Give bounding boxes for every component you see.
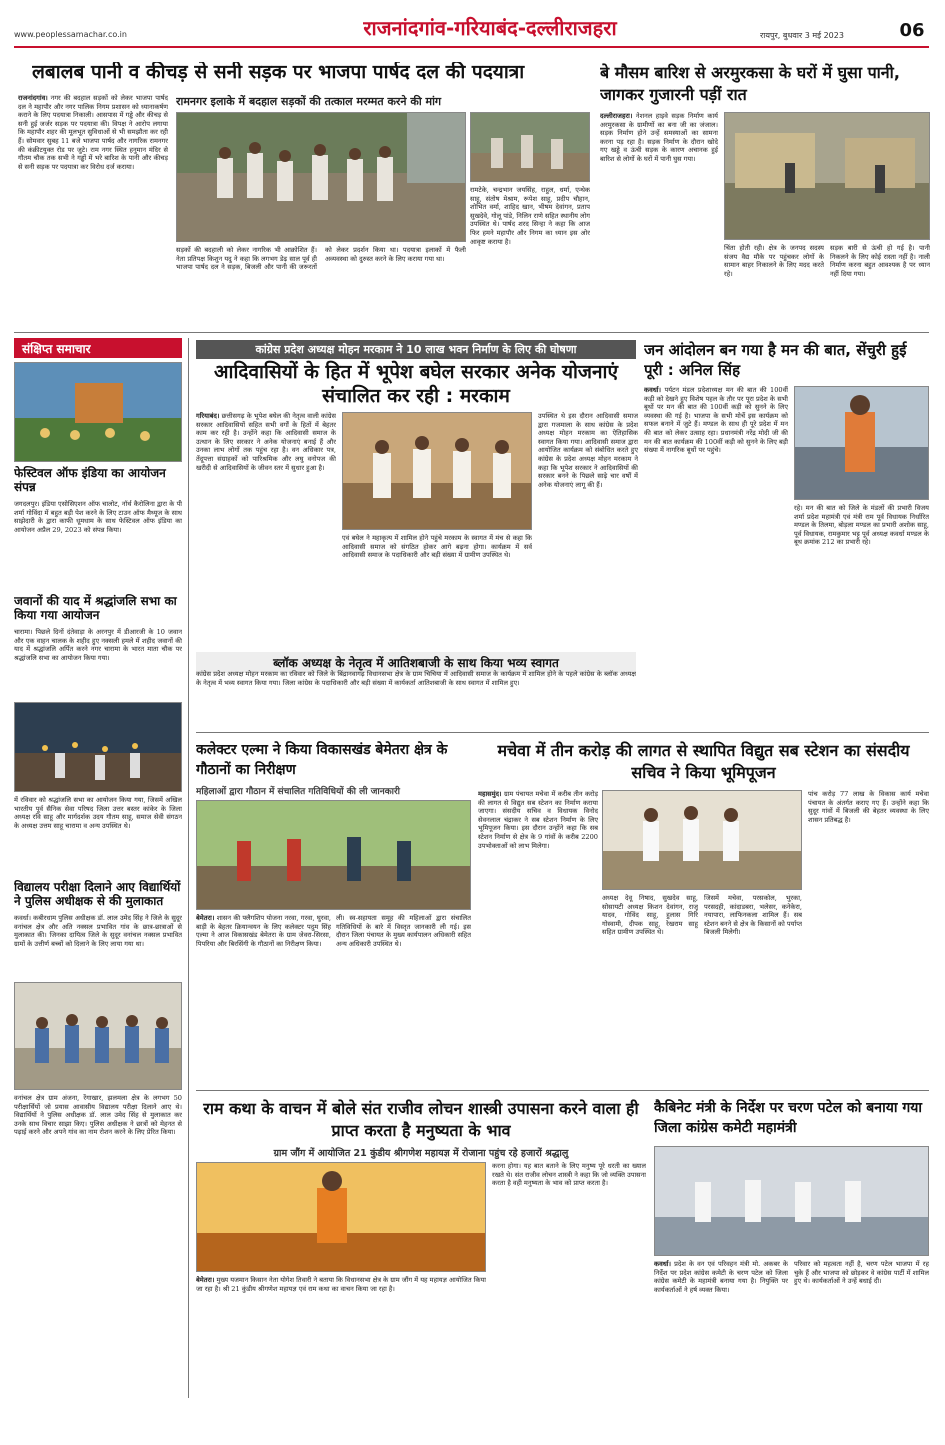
page-number: 06 [899,20,925,41]
story7-headline: राम कथा के वाचन में बोले संत राजीव लोचन शास्त्री उपासना करने वाला ही प्राप्त करता है मनुष्यता के भाव [203,1099,639,1140]
story1-image-2 [471,113,590,182]
story6-body-2: अध्यक्ष देवू निषाद, सुखदेव साहू, सोसायटी अध्यक्ष किशन देवांगन, राजू यादव, गोविंद साहू, हुलास गिरि गोस्वामी, दीपक साहू, रेखराम साहू सहित ग्रामीण उपस्थित थे। [602,894,698,937]
story3-image [343,413,532,530]
story1-body [18,94,168,274]
story6-body [478,790,598,1026]
story6-body-3: जिसमें मचेवा, परसकोल, भुरका, परसदही, कांदाडबरा, भलेसर, कनेकेरा, नयापारा, लाफिनकला शामिल हैं। सब स्टेशन बनने से क्षेत्र के किसानों को पर्याप्त बिजली मिलेगी। [704,894,802,937]
story6-photo [602,790,802,890]
story4-body [644,386,788,726]
story8-image [655,1147,929,1256]
story4-photo [794,386,929,500]
story8-body-2: परिवार को महत्वता नहीं है, चरण पटेल भाजपा में रह चुके हैं और भाजपा को छोड़कर वे कांग्रेस पार्टी में शामिल हुए थे। कार्यकर्ताओं ने उन्हें बधाई दी। [794,1260,929,1286]
story2-headline: बे मौसम बारिश से अरमुरकसा के घरों में घुसा पानी, जागकर गुजारनी पड़ीं रात [600,63,900,104]
story1-photo-2 [470,112,590,182]
story5-text: शासन की फ्लैगशिप योजना नरवा, गरवा, घुरवा, बाड़ी के बेहतर क्रियान्वयन के लिए कलेक्टर पदुम सिंह एल्मा ने आज विकासखंड बेमेतरा के ग्राम जेवरा-सिरसा, पिपरिया और बिरसिंगी के गौठानों का निरीक्षण किया। [196,914,331,948]
story8-text: प्रदेश के वन एवं परिवहन मंत्री मो. अकबर के निर्देश पर प्रदेश कांग्रेस कमेटी के चरण पटेल को जिला कांग्रेस कमेटी के महामंत्री बनाया गया है। नियुक्ति पर कार्यकर्ताओं ने हर्ष व्यक्त किया। [654,1260,788,1294]
story8-photo [654,1146,929,1256]
sidebar-item-2-body-2: में रविवार को श्रद्धांजलि सभा का आयोजन किया गया, जिसमें अखिल भारतीय पूर्व सैनिक सेवा परिषद जिला उत्तर बस्तर कांकेर के जिला अध्यक्ष रवि साहू और मार्गदर्शक उदय गौतम साहू, समाज सेवी संगठन के अध्यक्ष उत्तम साहू चारामा व अन्य उपस्थित थे। [14,796,182,830]
story7-body [196,1276,486,1396]
story1-headline: लबालब पानी व कीचड़ से सनी सड़क पर भाजपा पार्षद दल की पदयात्रा [32,62,525,83]
masthead-divider [14,46,929,48]
section-divider-top [14,332,929,333]
story3-body [196,412,336,648]
story5-dateline: बेमेतरा। [196,914,215,922]
story7-dateline: बेमेतरा। [196,1276,215,1284]
students-image [15,983,182,1090]
story1-photo [176,112,466,242]
festival-image [15,363,182,462]
story5-headline: कलेक्टर एल्मा ने किया विकासखंड बेमेतरा क्षेत्र के गौठानों का निरीक्षण [196,742,448,778]
story8-dateline: कवर्धा। [654,1260,671,1268]
masthead [0,0,945,48]
story7-image [197,1163,486,1272]
story5-body-2: ली। स्व-सहायता समूह की महिलाओं द्वारा संचालित गतिविधियों के बारे में विस्तृत जानकारी ली गई। इस दौरान जिला पंचायत के मुख्य कार्यपालन अधिकारी सहित अन्य अधिकारी उपस्थित थे। [336,914,471,948]
sidebar-item-1-body: जगदलपुर। इंडिया एसोसिएशन ऑफ चालोट, नॉर्थ कैरोलिना द्वारा के पी शर्मा गोविंदा में बहुत बड़ी पेश करने के लिए टाउन ऑफ मैथ्यूज के साथ साझेदारी के द्वारा काफी धूमधाम के साथ फेस्टिवल ऑफ इंडिया का आयोजन अप्रैल 29, 2023 को संपन्न किया। [14,500,182,534]
sidebar-photo-1 [14,362,182,462]
sidebar-photo-2 [14,702,182,792]
story3-kicker: कांग्रेस प्रदेश अध्यक्ष मोहन मरकाम ने 10 लाख भवन निर्माण के लिए की घोषणा [196,340,636,359]
story3-headline: आदिवासियों के हित में भूपेश बघेल सरकार अनेक योजनाएं संचालित कर रही : मरकाम [214,361,618,407]
story2-photo [724,112,930,240]
story5-image [197,801,471,910]
banner-headline: ब्लॉक अध्यक्ष के नेतृत्व में आतिशबाजी के साथ किया भव्य स्वागत [196,652,636,673]
story8-body [654,1260,788,1396]
story4-text-3: मण्डल के साथ ही पूरे प्रदेश में मन की बात को लेकर उत्साह रहा। प्रधानमंत्री नरेंद्र मोदी जी की मन की बात कार्यक्रम की 100वीं कड़ी को सुनने के लिए बड़ी संख्या में नागरिक बूथों पर पहुंचे। [644,420,788,455]
section-divider-low [196,1090,929,1091]
story7-body-2: करना होगा। यह बात बताने के लिए मनुष्य पूरे धरती का ख्याल रखते थे। संत राजीव लोचन शास्त्री ने कहा कि जो व्यक्ति उपासना करता है वही मनुष्यता के भाव को प्राप्त करता है। [492,1162,646,1188]
edition-title: राजनांदगांव-गरियाबंद-दल्लीराजहरा [363,16,617,40]
story2-body-2: सड़क बारी से ऊंची हो गई है। पानी निकलने के लिए कोई रास्ता नहीं है। नाली निर्माण करना बहुत आवश्यक है पर ध्यान नहीं दिया गया। [830,244,930,278]
sidebar-divider [188,338,189,1398]
story2-image [725,113,930,240]
story4-headline: जन आंदोलन बन गया है मन की बात, सेंचुरी हुई पूरी : अनिल सिंह [644,341,907,379]
story1-body-3: रामटेके, चन्द्रभान जयसिंह, राहुल, धर्मा, एन्थेक साहू, संतोष मेश्राम, रूपेश साहू, प्रदीप चौहान, शोभित वर्मा, शाहिद खान, भीषम देवांगन, प्रताप सुखदेवे, गोलू पांडे, निलिन राणे सहित स्थानीय लोग उपस्थित थे। पार्षद शरद सिन्हा ने कहा कि आज फिर हमने महापौर और निगम का ध्यान इस ओर आकृष्ट कराया है। [470,186,590,246]
sidebar-item-3-body: कवर्धा। कबीरधाम पुलिस अधीक्षक डॉ. लाल उमेद सिंह ने जिले के सुदूर वनांचल क्षेत्र और अति नक्सल प्रभावित गांव के छात्र-छात्राओं से मुलाकात की। जिनका दायित्व जिले के सुदूर वनांचल नक्सल प्रभावित ग्रामों के उत्तीर्ण बच्चों को दिलाने के लिए लाया गया था। [14,914,182,948]
sidebar-item-2-title: जवानों की याद में श्रद्धांजलि सभा का किया गया आयोजन [14,594,177,622]
story5-subhead: महिलाओं द्वारा गौठान में संचालित गतिविधियों की ली जानकारी [196,787,400,797]
story5-photo [196,800,471,910]
story2-dateline: दल्लीराजहरा। [600,112,633,120]
story1-body-2: सड़कों की बदहाली को लेकर नागरिक भी आक्रोशित हैं। नेता प्रतिपक्ष किशुन यदु ने कहा कि लगभग डेढ़ साल पूर्व ही भाजपा पार्षद दल ने सड़क, बिजली और पानी की जरूरतों को लेकर प्रदर्शन किया था। पदयात्रा इलाकों में फैली अव्यवस्था को दुरुस्त करने के लिए कराया गया था। [176,246,466,272]
tribute-image [15,703,182,792]
story3-body-2: एवं बघेल ने महाकृत्य में शामिल होने पहुंचे मरकाम के स्वागत में मंच से कहा कि आदिवासी समाज को संगठित होकर आगे बढ़ना होगा। कार्यक्रम में सर्व आदिवासी समाज के पदाधिकारी और बड़ी संख्या में ग्रामीण उपस्थित थे। [342,534,532,560]
sidebar-item-3-title: विद्यालय परीक्षा दिलाने आए विद्यार्थियों ने पुलिस अधीक्षक से की मुलाकात [14,880,181,908]
story5-body [196,914,331,1024]
sidebar-item-1-title: फेस्टिवल ऑफ इंडिया का आयोजन संपन्न [14,466,166,494]
story6-dateline: महासमुंद। [478,790,502,798]
story2-caption: चिंता होती रही। क्षेत्र के जनपद सदस्य संजय वैद्य मौके पर पहुंचकर लोगों के सामान बाहर निकालने के लिए मदद करते रहे। [724,244,824,278]
section-divider-mid [196,732,929,733]
story3-photo [342,412,532,530]
sidebar-title-text: संक्षिप्त समाचार [22,342,91,356]
story4-text: पर्यटन मंडल प्रदेशाध्यक्ष मन की बात की 100वीं कड़ी को देखने हुए विशेष पहल के तौर पर पूरा प्रदेश के सभी बूथों पर मन की बात की 100वीं कड़ी को सुनने के लिए व्यवस्था की गई है। भाजपा के सभी मोर्चे इस कार्यक्रम को सफल बनाने में जुटे हैं। [644,386,788,429]
story3-body-3: उपस्थित थे इस दौरान आदिवासी समाज द्वारा गजमाला के साथ कांग्रेस के प्रदेश अध्यक्ष मोहन मरकाम का ऐतिहासिक स्वागत किया गया। आदिवासी समाज द्वारा आयोजित कार्यक्रम को संबोधित करते हुए कांग्रेस के प्रदेश अध्यक्ष मोहन मरकाम ने कहा कि भूपेश सरकार ने आदिवासियों की सरकार बनने के पिछले साढ़े चार वर्षों में अनेक योजनाएं लागू की हैं। [538,412,638,489]
story4-image [795,387,929,500]
banner-body: कांग्रेस प्रदेश अध्यक्ष मोहन मरकाम का रविवार को जिले के बिंद्रानवागढ़ विधानसभा क्षेत्र के ग्राम चिचिया में आदिवासी समाज के कार्यक्रम में शामिल होने के पहले कांग्रेस के ब्लॉक अध्यक्ष के नेतृत्व में भव्य स्वागत किया गया। जिला कांग्रेस के पदाधिकारी और बड़ी संख्या में कार्यकर्ता आतिशबाजी के साथ स्वागत में शामिल हुए। [196,670,636,687]
story6-text: ग्राम पंचायत मचेवा में करीब तीन करोड़ की लागत से विद्युत सब स्टेशन का निर्माण कराया जाएगा। संसदीय सचिव व विधायक विनोद सेवनलाल चंद्राकर ने सब स्टेशन निर्माण के लिए भूमिपूजन किया। इस दौरान उन्होंने कहा कि सब स्टेशन निर्माण से क्षेत्र के 9 गांवों के करीब 2200 उपभोक्ताओं को लाभ मिलेगा। [478,790,598,850]
story6-body-4: पांच करोड़ 77 लाख के विकास कार्य मचेवा पंचायत के अंतर्गत कराए गए हैं। उन्होंने कहा कि सुदूर गांवों में बिजली की बेहतर व्यवस्था के लिए शासन प्रतिबद्ध है। [808,790,929,824]
story7-text: मुख्य यजमान किसान नेता योगेश तिवारी ने बताया कि विधानसभा क्षेत्र के ग्राम जौंग में यह महायज्ञ आयोजित किया जा रहा है। श्री 21 कुंडीय श्रीगणेश महायज्ञ एवं राम कथा का वाचन किया जा रहा है। [196,1276,486,1293]
issue-date: रायपुर, बुधवार 3 मई 2023 [760,31,844,40]
story1-dateline: राजनांदगांव। [18,94,48,102]
story1-subhead: रामनगर इलाके में बदहाल सड़कों की तत्काल मरम्मत करने की मांग [176,95,442,108]
story1-image [177,113,466,242]
sidebar-item-2-body: चारामा। पिछले दिनों दंतेवाड़ा के अरनपुर में डीआरजी के 10 जवान और एक वाहन चालक के शहीद हुए नक्सली हमले में शहीद जवानों की याद में श्रद्धांजलि अर्पित करने नगर चारामा के भारत माता चौक पर श्रद्धांजलि सभा का आयोजन किया गया। [14,628,182,662]
sidebar-section-title [14,338,182,358]
story3-dateline: गरियाबंद। [196,412,220,420]
story7-subhead: ग्राम जौंग में आयोजित 21 कुंडीय श्रीगणेश महायज्ञ में रोजाना पहुंच रहे हजारों श्रद्धालु [273,1148,569,1159]
story2-text: नेशनल हाइवे सड़क निर्माण कार्य अरमुरकसा के ग्रामीणों का बना जी का जंजाल। सड़क निर्माण होने उन्हें समस्याओं का सामना करना पड़ रहा है। सड़क निर्माण के दौरान खोदे गए खड्डे व ऊंची सड़क के कारण अचानक हुई बारिश से लोगों के घरों में पानी घुस गया। [600,112,718,163]
story3-text: छत्तीसगढ़ के भूपेश बघेल की नेतृत्व वाली कांग्रेस सरकार आदिवासियों सहित सभी वर्गों के हितों में बेहतर काम कर रही है। उन्होंने कहा कि आदिवासी समाज के उत्थान के लिए सरकार ने अनेक योजनाएं बनाई हैं और उनका लाभ लोगों तक पहुंच रहा है। वन अधिकार पत्र, तेंदूपत्ता संग्राहकों को पारिश्रमिक और लघु वनोपज की खरीदी से आदिवासियों के जीवन स्तर में सुधार हुआ है। [196,412,336,472]
story1-text: नगर की बदहाल सड़कों को लेकर भाजपा पार्षद दल ने महापौर और नगर पालिक निगम प्रशासन को ध्यानाकर्षण कराने के लिए पदयात्रा निकाली। आसपास में गड्ढे और कीचड़ से सनी हुई जर्जर सड़क पर पदयात्रा की। विपक्ष ने आरोप लगाया कि महापौर शहर की मूलभूत सुविधाओं से भी समझौता कर रही हैं। सोमवार सुबह 11 बजे भाजपा पार्षद और नागरिक रामनगर की कंक्रीटयुक्त रोड पर जुटे। राम नगर स्थित हनुमान मंदिर से गौतम चौक तक सभी ने गड्ढों में भरे बारिश के पानी और कीचड़ से सनी सड़क पर पदयात्रा कर विरोध दर्ज कराया। [18,94,168,171]
story6-headline: मचेवा में तीन करोड़ की लागत से स्थापित विद्युत सब स्टेशन का संसदीय सचिव ने किया भूमिपूजन [497,741,910,782]
story4-dateline: कवर्धा। [644,386,661,394]
website-url[interactable]: www.peoplessamachar.co.in [14,30,127,39]
story8-headline: कैबिनेट मंत्री के निर्देश पर चरण पटेल को बनाया गया जिला कांग्रेस कमेटी महामंत्री [654,1100,922,1136]
sidebar-item-3-body-2: वनांचल क्षेत्र ग्राम अंजना, रेंगाखार, झलमला क्षेत्र के लगभग 50 परीक्षार्थियों जो प्रयास आवासीय विद्यालय परीक्षा दिलाने आए थे। विद्यार्थियों ने पुलिस अधीक्षक डॉ. लाल उमेद सिंह से मुलाकात कर उनके साथ विचार साझा किए। पुलिस अधीक्षक ने छात्रों को मेहनत से पढ़ाई करने और अपने गांव का नाम रोशन करने के लिए प्रेरित किया। [14,1094,182,1137]
story2-body [600,112,718,324]
story7-photo [196,1162,486,1272]
sidebar-photo-3 [14,982,182,1090]
story4-body-2: रहे। मन की बात को जिले के मंडलों की प्रभारी विजय शर्मा प्रदेश महामंत्री एवं मंत्री राम पूर्व विधायक निर्धारित मण्डल के तिलमा, बोड़ला मण्डल का प्रभारी अशोक साहू, पूर्व विधायक, रामकुमार भट्ट पूर्व अध्यक्ष कवर्धा मण्डल के बूथ क्रमांक 212 का प्रभारी रहे। [794,504,929,547]
story6-image [603,791,802,890]
